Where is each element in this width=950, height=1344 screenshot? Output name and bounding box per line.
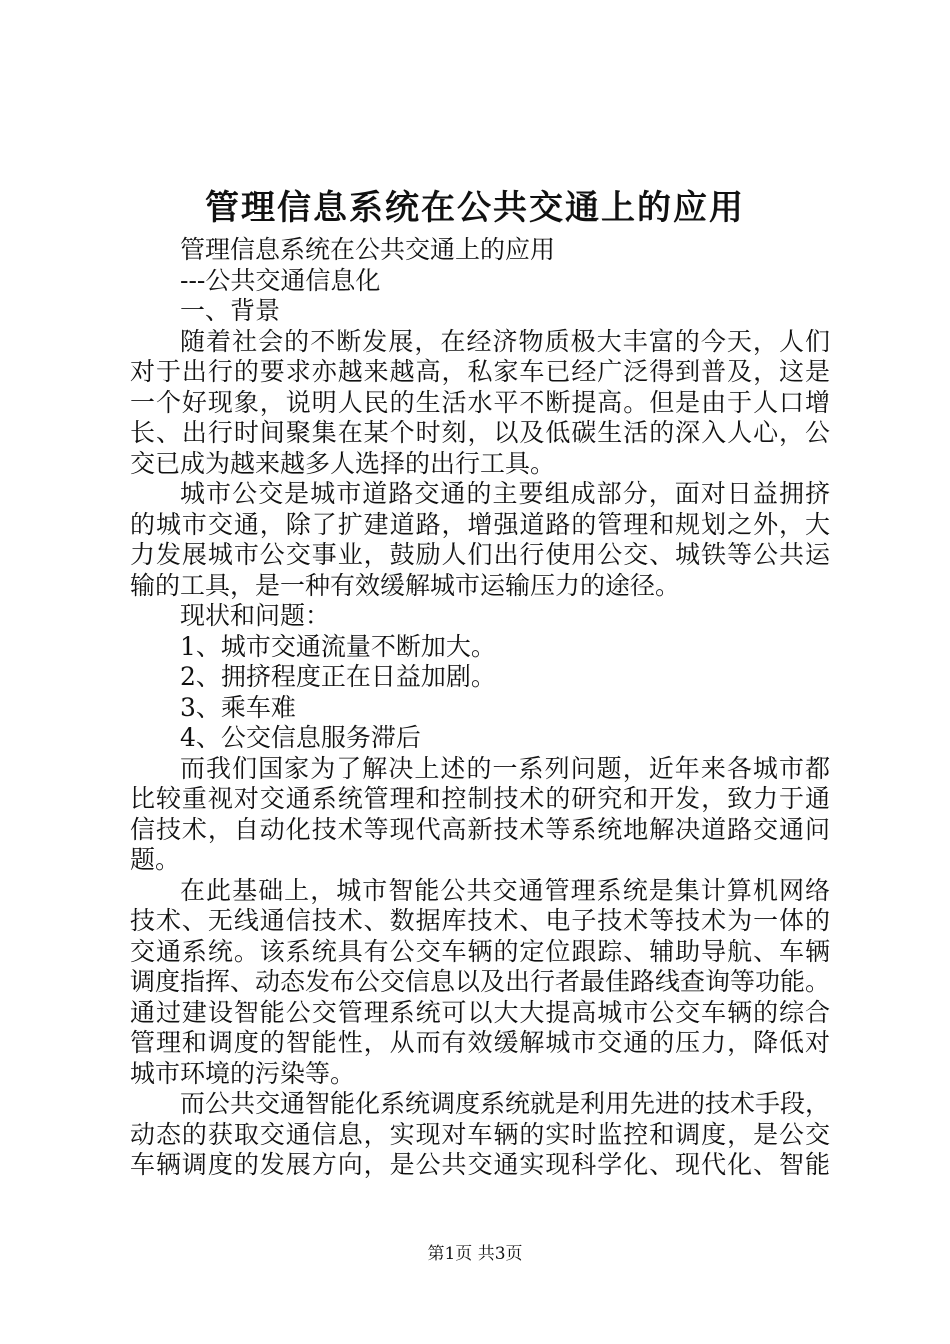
text-line: ---公共交通信息化 xyxy=(180,265,381,295)
text-line: 一个好现象，说明人民的生活水平不断提高。但是由于人口增 xyxy=(130,387,830,417)
text-line: 题。 xyxy=(130,845,181,874)
text-line: 通过建设智能公交管理系统可以大大提高城市公交车辆的综合 xyxy=(130,997,830,1027)
text-line: 一、背景 xyxy=(180,296,281,325)
text-line: 交通系统。该系统具有公交车辆的定位跟踪、辅助导航、车辆 xyxy=(130,936,830,966)
text-line: 力发展城市公交事业，鼓励人们出行使用公交、城铁等公共运 xyxy=(130,540,830,569)
text-line: 比较重视对交通系统管理和控制技术的研究和开发，致力于通 xyxy=(130,784,830,813)
text-line: 技术、无线通信技术、数据库技术、电子技术等技术为一体的 xyxy=(130,906,830,935)
text-line: 1、城市交通流量不断加大。 xyxy=(180,631,496,661)
text-line: 信技术，自动化技术等现代高新技术等系统地解决道路交通问 xyxy=(130,814,830,844)
text-line: 而公共交通智能化系统调度系统就是利用先进的技术手段， xyxy=(180,1089,830,1118)
text-line: 随着社会的不断发展，在经济物质极大丰富的今天，人们 xyxy=(180,326,830,356)
document-title: 管理信息系统在公共交通上的应用 xyxy=(205,188,745,228)
text-line: 动态的获取交通信息，实现对车辆的实时监控和调度，是公交 xyxy=(130,1119,830,1149)
document-body xyxy=(130,235,830,1181)
text-line: 管理和调度的智能性，从而有效缓解城市交通的压力，降低对 xyxy=(130,1028,830,1057)
text-line: 城市环境的污染等。 xyxy=(130,1058,356,1088)
page-indicator: 第1页 共3页 xyxy=(427,1244,523,1264)
text-line: 4、公交信息服务滞后 xyxy=(180,723,421,752)
text-line: 交已成为越来越多人选择的出行工具。 xyxy=(130,448,556,478)
text-line: 调度指挥、动态发布公交信息以及出行者最佳路线查询等功能。 xyxy=(130,967,830,996)
text-line: 在此基础上，城市智能公共交通管理系统是集计算机网络 xyxy=(180,875,830,905)
text-line: 长、出行时间聚集在某个时刻，以及低碳生活的深入人心，公 xyxy=(130,418,830,447)
text-line: 管理信息系统在公共交通上的应用 xyxy=(180,235,556,264)
text-line: 车辆调度的发展方向，是公共交通实现科学化、现代化、智能 xyxy=(130,1150,830,1179)
text-line: 2、拥挤程度正在日益加剧。 xyxy=(180,662,496,691)
text-line: 3、乘车难 xyxy=(180,692,296,722)
text-line: 现状和问题： xyxy=(180,601,331,630)
text-line: 输的工具，是一种有效缓解城市运输压力的途径。 xyxy=(130,570,681,600)
text-line: 对于出行的要求亦越来越高，私家车已经广泛得到普及，这是 xyxy=(130,357,830,386)
text-line: 而我们国家为了解决上述的一系列问题，近年来各城市都 xyxy=(180,753,830,783)
text-line: 城市公交是城市道路交通的主要组成部分，面对日益拥挤 xyxy=(180,479,830,508)
text-line: 的城市交通，除了扩建道路，增强道路的管理和规划之外，大 xyxy=(130,509,830,539)
